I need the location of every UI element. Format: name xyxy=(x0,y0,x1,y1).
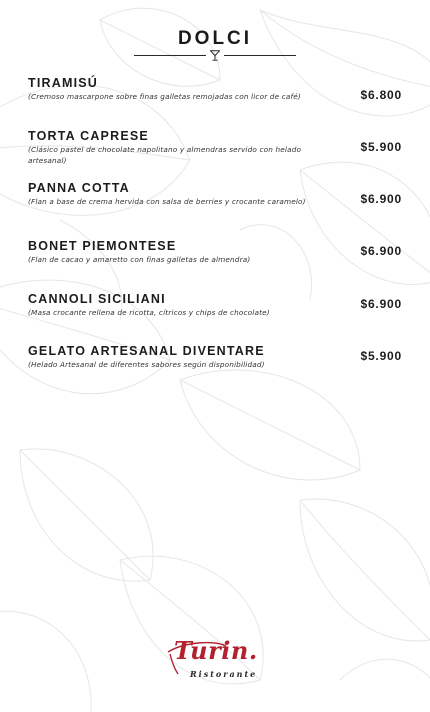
item-name: CANNOLI SICILIANI xyxy=(28,292,166,306)
restaurant-logo xyxy=(164,636,268,686)
menu-item xyxy=(28,181,404,208)
item-price: $5.900 xyxy=(360,349,402,363)
item-name: GELATO ARTESANAL DIVENTARE xyxy=(28,344,265,358)
item-name: TORTA CAPRESE xyxy=(28,129,149,143)
section-title: DOLCI xyxy=(177,28,253,49)
item-description: (Cremoso mascarpone sobre finas galletas remojadas con licor de café) xyxy=(28,92,301,101)
item-price: $6.900 xyxy=(360,244,402,258)
logo-subtitle: Ristorante xyxy=(190,669,258,679)
item-name: TIRAMISÚ xyxy=(28,76,99,90)
item-description: (Helado Artesanal de diferentes sabores según disponibilidad) xyxy=(28,360,265,369)
item-price: $6.900 xyxy=(360,297,402,311)
divider-line-right xyxy=(224,55,296,56)
item-price: $5.900 xyxy=(360,140,402,154)
item-price: $6.900 xyxy=(360,192,402,206)
menu-item xyxy=(28,292,404,319)
cocktail-glass-icon xyxy=(210,50,220,61)
item-description: (Flan de cacao y amaretto con finas galletas de almendra) xyxy=(28,255,251,264)
item-description: (Masa crocante rellena de ricotta, cítricos y chips de chocolate) xyxy=(28,308,270,317)
item-name: BONET PIEMONTESE xyxy=(28,239,177,253)
item-description: (Flan a base de crema hervida con salsa de berries y crocante caramelo) xyxy=(28,197,306,206)
title-divider xyxy=(134,50,296,62)
item-name: PANNA COTTA xyxy=(28,181,130,195)
menu-item xyxy=(28,239,404,266)
item-price: $6.800 xyxy=(360,88,402,102)
menu-item xyxy=(28,76,404,103)
menu-item xyxy=(28,344,404,371)
divider-line-left xyxy=(134,55,206,56)
menu-item xyxy=(28,129,404,166)
logo-script-text: Turin. xyxy=(174,636,258,665)
section-header xyxy=(0,28,430,50)
item-description: (Clásico pastel de chocolate napolitano y almendras servido con helado artesanal) xyxy=(28,145,302,165)
